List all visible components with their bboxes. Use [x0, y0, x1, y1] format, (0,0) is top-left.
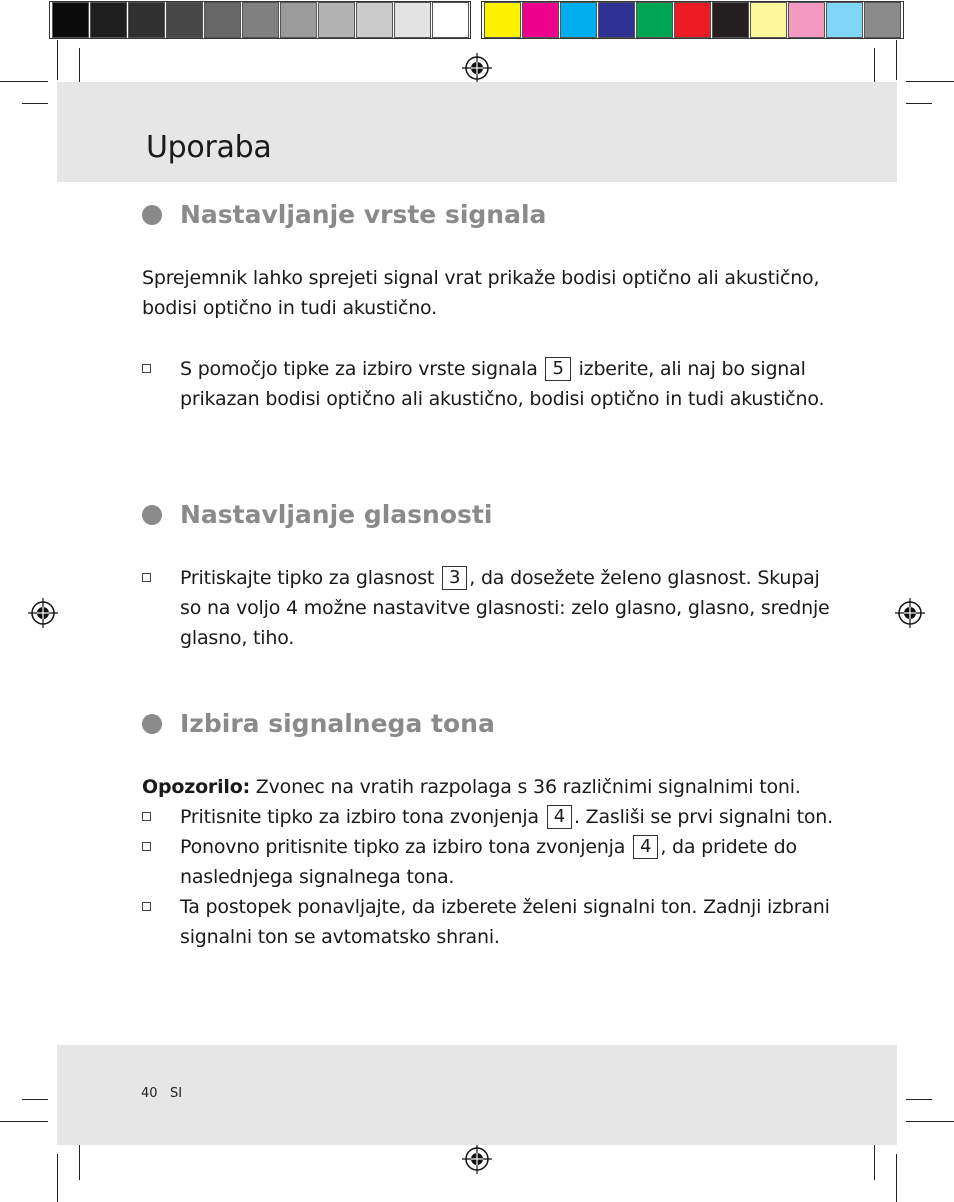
- color-swatch: [636, 2, 673, 38]
- page-footer: [141, 1086, 182, 1101]
- color-swatch: [750, 2, 787, 38]
- gray-swatch: [356, 2, 393, 38]
- key-label: 4: [633, 835, 658, 859]
- language-code: SI: [169, 1086, 183, 1101]
- gray-swatch: [432, 2, 469, 38]
- note-paragraph: Opozorilo: Zvonec na vratih razpolaga s 36 različnimi signalnimi toni.: [142, 776, 801, 798]
- gray-swatch: [90, 2, 127, 38]
- list-item: Ta postopek ponavljajte, da izberete želeni signalni ton. Zadnji izbrani signalni ton se avtomatsko shrani.: [142, 892, 842, 952]
- note-label: Opozorilo:: [142, 776, 250, 798]
- gray-swatch: [128, 2, 165, 38]
- section-heading-signal-type: Nastavljanje vrste signala: [142, 200, 546, 229]
- color-swatch: [788, 2, 825, 38]
- gray-swatch: [394, 2, 431, 38]
- bullet-dot-icon: [142, 205, 162, 225]
- gray-swatch: [318, 2, 355, 38]
- list-item: Pritiskajte tipko za glasnost 3 , da dosežete želeno glasnost. Skupaj so na voljo 4 možne nastavitve glasnosti: zelo glasno, glasno, srednje glasno, tiho.: [142, 563, 842, 653]
- list-item: S pomočjo tipke za izbiro vrste signala 5 izberite, ali naj bo signal prikazan bodisi optično ali akustično, bodisi optično in tudi akustično.: [142, 354, 842, 414]
- color-swatch: [598, 2, 635, 38]
- bullet-dot-icon: [142, 714, 162, 734]
- gray-swatch: [242, 2, 279, 38]
- registration-mark-icon: [28, 598, 58, 628]
- gray-swatch: [166, 2, 203, 38]
- gray-swatch: [52, 2, 89, 38]
- list-item: Pritisnite tipko za izbiro tona zvonjenja 4 . Zasliši se prvi signalni ton.: [142, 802, 842, 832]
- color-swatch: [826, 2, 863, 38]
- color-swatch: [484, 2, 521, 38]
- page-title: Uporaba: [146, 130, 272, 165]
- registration-mark-icon: [462, 1144, 492, 1174]
- gray-swatch: [204, 2, 241, 38]
- key-label: 3: [442, 566, 467, 590]
- color-swatch: [560, 2, 597, 38]
- registration-mark-icon: [895, 598, 925, 628]
- section-heading-ringtone: Izbira signalnega tona: [142, 709, 495, 738]
- color-swatch: [674, 2, 711, 38]
- checkbox-square-icon: [142, 812, 151, 821]
- page-number: 40: [141, 1086, 158, 1101]
- footer-band: [57, 1045, 897, 1145]
- list-item: Ponovno pritisnite tipko za izbiro tona zvonjenja 4 , da pridete do naslednjega signalnega tona.: [142, 832, 842, 892]
- gray-swatch: [280, 2, 317, 38]
- key-label: 4: [547, 805, 572, 829]
- bullet-dot-icon: [142, 505, 162, 525]
- checkbox-square-icon: [142, 902, 151, 911]
- intro-paragraph: Sprejemnik lahko sprejeti signal vrat prikaže bodisi optično ali akustično, bodisi optično in tudi akustično.: [142, 267, 820, 319]
- key-label: 5: [545, 357, 570, 381]
- color-swatch: [522, 2, 559, 38]
- checkbox-square-icon: [142, 573, 151, 582]
- registration-mark-icon: [462, 53, 492, 83]
- checkbox-square-icon: [142, 364, 151, 373]
- color-swatch: [712, 2, 749, 38]
- checkbox-square-icon: [142, 842, 151, 851]
- color-swatch: [864, 2, 901, 38]
- section-heading-volume: Nastavljanje glasnosti: [142, 500, 492, 529]
